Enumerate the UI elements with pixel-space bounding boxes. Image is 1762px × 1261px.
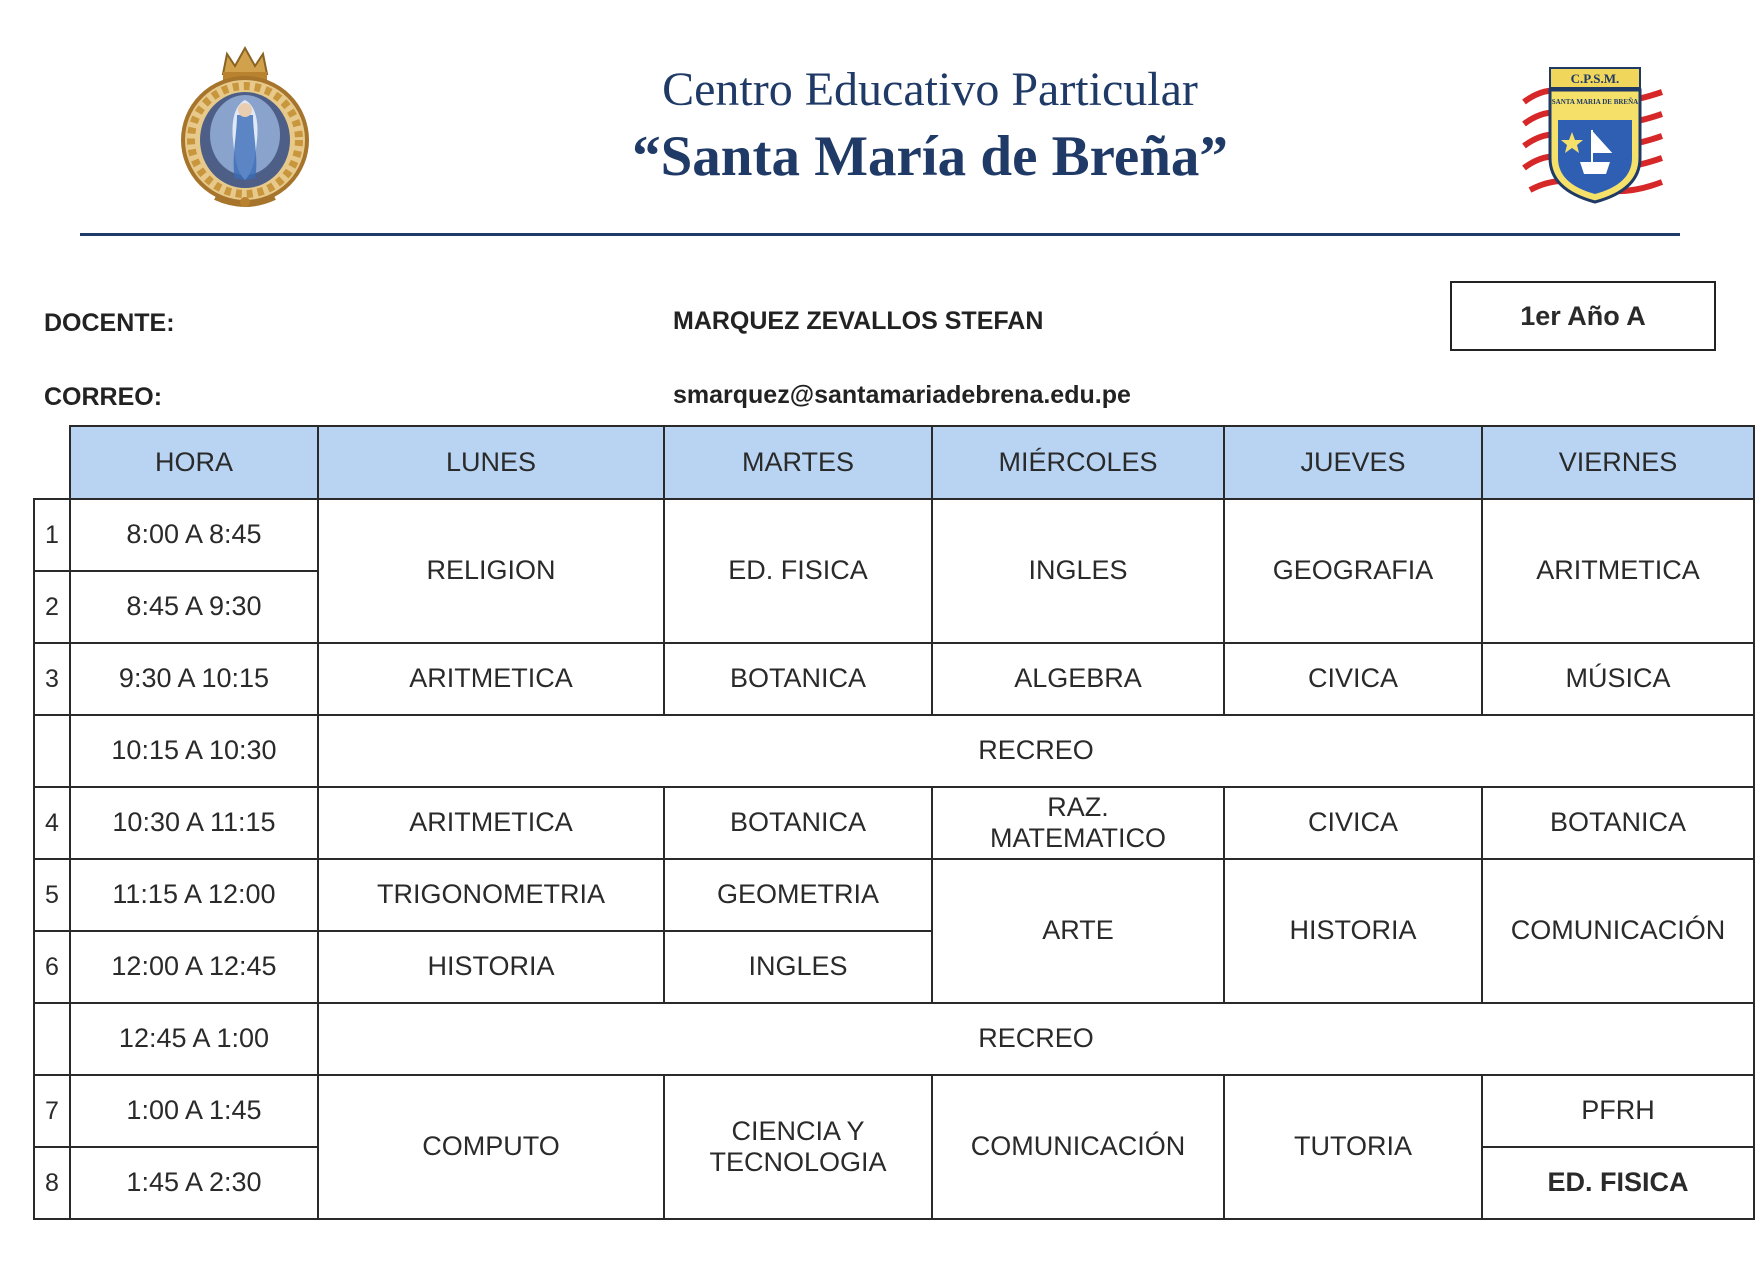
schedule-table [33, 425, 1755, 1220]
period-time: 9:30 A 10:15 [70, 643, 318, 715]
class-cell: ARITMETICA [318, 787, 664, 859]
period-number: 7 [34, 1075, 70, 1147]
teacher-label: DOCENTE: [44, 309, 175, 337]
table-row [34, 499, 1754, 571]
crown-icon [223, 48, 267, 80]
period-number: 6 [34, 931, 70, 1003]
class-cell [932, 787, 1224, 859]
period-number: 3 [34, 643, 70, 715]
period-time: 1:45 A 2:30 [70, 1147, 318, 1219]
period-time: 8:00 A 8:45 [70, 499, 318, 571]
email-value: smarquez@santamariadebrena.edu.pe [673, 381, 1131, 409]
class-line: TECNOLOGIA [709, 1147, 887, 1177]
section-badge [1450, 281, 1716, 351]
table-row [34, 1003, 1754, 1075]
header-row [34, 426, 1754, 499]
table-row [34, 1075, 1754, 1147]
table-row [34, 859, 1754, 931]
period-number: 5 [34, 859, 70, 931]
class-cell: COMUNICACIÓN [1482, 859, 1754, 1003]
class-cell: PFRH [1482, 1075, 1754, 1147]
class-cell: COMPUTO [318, 1075, 664, 1219]
class-cell: TRIGONOMETRIA [318, 859, 664, 931]
header-divider [80, 233, 1680, 236]
class-cell: ALGEBRA [932, 643, 1224, 715]
recess-cell: RECREO [318, 1003, 1754, 1075]
period-number: 2 [34, 571, 70, 643]
class-line: RAZ. [1047, 791, 1109, 822]
class-cell: BOTANICA [664, 643, 932, 715]
madonna-image [200, 92, 290, 188]
period-time: 10:30 A 11:15 [70, 787, 318, 859]
class-cell: GEOGRAFIA [1224, 499, 1482, 643]
period-number: 8 [34, 1147, 70, 1219]
table-row [34, 643, 1754, 715]
class-cell: ED. FISICA [1482, 1147, 1754, 1219]
class-cell: TUTORIA [1224, 1075, 1482, 1219]
school-type-title: Centro Educativo Particular [662, 63, 1198, 116]
period-number: 1 [34, 499, 70, 571]
col-miercoles: MIÉRCOLES [932, 426, 1224, 499]
period-number [34, 715, 70, 787]
class-line: MATEMATICO [990, 823, 1166, 853]
col-viernes: VIERNES [1482, 426, 1754, 499]
period-time: 8:45 A 9:30 [70, 571, 318, 643]
class-cell: ARITMETICA [318, 643, 664, 715]
period-number [34, 1003, 70, 1075]
col-hora: HORA [70, 426, 318, 499]
class-cell: ED. FISICA [664, 499, 932, 643]
teacher-name: MARQUEZ ZEVALLOS STEFAN [673, 307, 1044, 335]
period-time: 1:00 A 1:45 [70, 1075, 318, 1147]
class-cell: BOTANICA [664, 787, 932, 859]
class-cell: ARTE [932, 859, 1224, 1003]
col-lunes: LUNES [318, 426, 664, 499]
section-text: 1er Año A [1520, 300, 1646, 331]
class-cell: MÚSICA [1482, 643, 1754, 715]
period-time: 11:15 A 12:00 [70, 859, 318, 931]
right-crest-logo [1520, 62, 1666, 208]
class-cell: HISTORIA [1224, 859, 1482, 1003]
class-cell: ARITMETICA [1482, 499, 1754, 643]
school-name-title: “Santa María de Breña” [632, 125, 1228, 188]
svg-text:SANTA MARIA DE BREÑA: SANTA MARIA DE BREÑA [1551, 98, 1639, 106]
class-cell: INGLES [664, 931, 932, 1003]
left-crest-logo [165, 40, 325, 212]
period-number: 4 [34, 787, 70, 859]
corner-cell [34, 426, 70, 499]
class-line: CIENCIA Y [731, 1115, 865, 1146]
recess-cell: RECREO [318, 715, 1754, 787]
class-cell: CIVICA [1224, 787, 1482, 859]
table-row [34, 787, 1754, 859]
class-cell: CIVICA [1224, 643, 1482, 715]
shield-icon [1550, 68, 1640, 202]
col-martes: MARTES [664, 426, 932, 499]
period-time: 12:45 A 1:00 [70, 1003, 318, 1075]
class-cell [664, 1075, 932, 1219]
class-cell: RELIGION [318, 499, 664, 643]
class-cell: GEOMETRIA [664, 859, 932, 931]
period-time: 12:00 A 12:45 [70, 931, 318, 1003]
class-cell: BOTANICA [1482, 787, 1754, 859]
class-cell: COMUNICACIÓN [932, 1075, 1224, 1219]
period-time: 10:15 A 10:30 [70, 715, 318, 787]
class-cell: INGLES [932, 499, 1224, 643]
col-jueves: JUEVES [1224, 426, 1482, 499]
email-label: CORREO: [44, 383, 163, 411]
table-row [34, 715, 1754, 787]
class-cell: HISTORIA [318, 931, 664, 1003]
svg-text:C.P.S.M.: C.P.S.M. [1570, 71, 1620, 86]
